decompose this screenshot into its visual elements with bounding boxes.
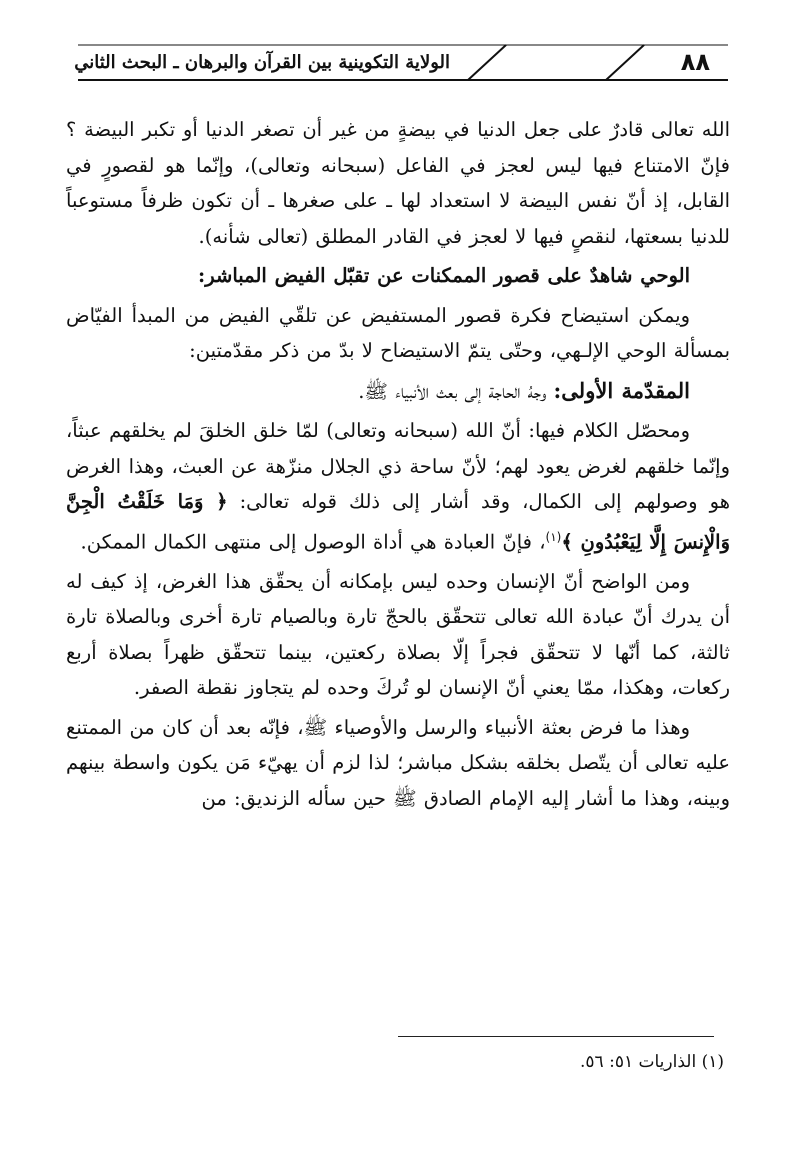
- purpose-text: ومحصّل الكلام فيها: أنّ الله (سبحانه وتعالى) لمّا خلق الخلقَ لم يخلقهم عبثاً، وإنّما خلقهم لغرض يعود لهم؛ لأنّ ساحة ذي الجلال منزّهة عن العبث، وهذا الغرض هو وصولهم إلى الكمال، وقد أشار إلى ذلك قوله تعالى:: [66, 419, 731, 513]
- purpose-conclusion: فإنّ العبادة هي أداة الوصول إلى منتهى الكمال الممكن.: [80, 530, 532, 553]
- section-heading: الوحي شاهدٌ على قصور الممكنات عن تقبّل الفيض المباشر:: [198, 264, 690, 287]
- paragraph-revelation: ويمكن استيضاح فكرة قصور المستفيض عن تلقّي الفيض من المبدأ الفيّاض بمسألة الوحي الإلـهي، وحتّى يتمّ الاستيضاح لا بدّ من ذكر مقدّمتين:: [66, 303, 730, 362]
- first-premise-label: المقدّمة الأولى:: [553, 377, 690, 403]
- header-slash-right: [606, 45, 644, 80]
- page-header: [74, 44, 728, 98]
- first-premise: [66, 373, 730, 410]
- quran-verse: ﴿ وَمَا خَلَقْتُ الْجِنَّ وَالْإِنسَ إِلَّا لِيَعْبُدُونِ ﴾: [66, 490, 730, 553]
- footnote-marker: (١): [545, 529, 562, 544]
- running-title: الولاية التكوينية بين القرآن والبرهان ـ البحث الثاني: [74, 52, 450, 73]
- footnote-separator: [398, 1036, 714, 1037]
- page-number: ٨٨: [680, 48, 710, 76]
- paragraph-human-limit: ومن الواضح أنّ الإنسان وحده ليس بإمكانه أن يحقّق هذا الغرض، إذ كيف له أن يدرك أنّ عبادة الله تعالى تتحقّق بالحجّ تارة وبالصيام تارة أخرى وبالصلاة تارة ثالثة، كما أنّها لا تتحقّق فجراً إلّا بصلاة ركعتين، بينما تتحقّق ظهراً بصلاة أربع ركعات، وهكذا، ممّا يعني أنّ الإنسان لو تُركَ وحده لم يتجاوز نقطة الصفر.: [66, 569, 730, 699]
- paragraph-intro: الله تعالى قادرٌ على جعل الدنيا في بيضةٍ من غير أن تصغر الدنيا أو تكبر البيضة ؟ فإنّ الامتناع فيها ليس لعجز في الفاعل (سبحانه وتعالى)، وإنّما هو لقصورٍ في القابل، إذ أنّ نفس البيضة لا استعداد لها ـ على صغرها ـ أن تكون ظرفاً مستوعباً للدنيا بسعتها، لنقصٍ فيها لا لعجز في القادر المطلق (تعالى شأنه).: [66, 118, 730, 248]
- first-premise-text: وجهُ الحاجة إلى بعث الأنبياء ﷺ.: [358, 379, 547, 403]
- footnote: (١) الذاريات ٥١: ٥٦.: [580, 1052, 724, 1072]
- paragraph-purpose: ومحصّل الكلام فيها: أنّ الله (سبحانه وتعالى) لمّا خلق الخلقَ لم يخلقهم عبثاً، وإنّما خلقهم لغرض يعود لهم؛ لأنّ ساحة ذي الجلال منزّهة عن العبث، وهذا الغرض هو وصولهم إلى الكمال، وقد أشار إلى ذلك قوله تعالى: ﴿ وَمَا خَلَقْتُ الْجِنَّ وَالْإِنسَ إِلَّا لِيَعْبُدُونِ ﴾$^{(١)}$، فإنّ العبادة هي أداة الوصول إلى منتهى الكمال الممكن.: [66, 419, 731, 553]
- header-slash-left: [468, 45, 506, 80]
- paragraph-prophets: وهذا ما فرض بعثة الأنبياء والرسل والأوصياء ﷺ، فإنّه بعد أن كان من الممتنع عليه تعالى أن يتّصل بخلقه بشكل مباشر؛ لذا لزم أن يهيّء مَن يكون واسطة بينهم وبينه، وهذا ما أشار إليه الإمام الصادق ﷺ حين سأله الزنديق: من: [66, 715, 730, 810]
- page-body: [66, 112, 730, 816]
